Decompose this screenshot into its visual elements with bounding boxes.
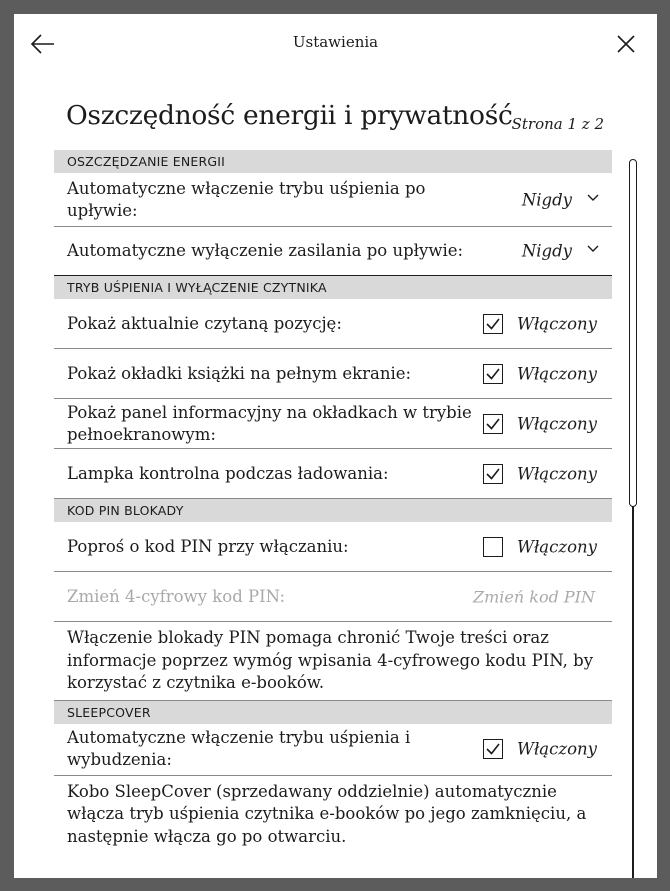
power-off-after-dropdown[interactable] xyxy=(54,227,612,276)
page-title: Oszczędność energii i prywatność xyxy=(66,100,513,131)
setting-row-show-fullscreen-cover[interactable] xyxy=(54,349,612,399)
checkbox-state-label: Włączony xyxy=(517,314,597,333)
checkbox-checked[interactable] xyxy=(483,314,503,334)
close-button[interactable] xyxy=(614,32,638,56)
checkbox-unchecked[interactable] xyxy=(483,537,503,557)
checkmark-icon xyxy=(485,416,501,432)
settings-screen xyxy=(14,14,657,878)
checkbox-checked[interactable] xyxy=(483,739,503,759)
checkmark-icon xyxy=(485,741,501,757)
power-off-after-value: Nigdy xyxy=(521,241,572,261)
checkbox-checked[interactable] xyxy=(483,414,503,434)
sleepcover-description: Kobo SleepCover (sprzedawany oddzielnie) automatycznie włącza tryb uśpienia czytnika e-booków po jego zamknięciu, a następnie włącza go po otwarciu. xyxy=(67,781,587,846)
page-indicator: Strona 1 z 2 xyxy=(511,115,604,133)
section-header-sleep-mode: TRYB UŚPIENIA I WYŁĄCZENIE CZYTNIKA xyxy=(54,276,612,299)
setting-row-change-pin xyxy=(54,572,612,622)
checkbox-state-label: Włączony xyxy=(517,364,597,383)
checkbox-checked[interactable] xyxy=(483,364,503,384)
power-off-after-label: Automatyczne wyłączenie zasilania po upływie: xyxy=(67,241,464,260)
sleep-after-value: Nigdy xyxy=(521,190,572,209)
checkbox-state-label: Włączony xyxy=(517,537,597,556)
setting-row-show-info-panel[interactable] xyxy=(54,399,612,449)
setting-row-charging-light[interactable] xyxy=(54,449,612,499)
sleep-after-label: Automatyczne włączenie trybu uśpienia po upływie: xyxy=(67,178,426,220)
setting-row-sleepcover[interactable] xyxy=(54,724,612,776)
scrollbar-thumb[interactable] xyxy=(629,159,637,507)
top-bar xyxy=(14,14,657,74)
setting-label: Poproś o kod PIN przy włączaniu: xyxy=(67,536,349,556)
checkbox-checked[interactable] xyxy=(483,464,503,484)
header-title: Ustawienia xyxy=(292,33,379,51)
setting-row-show-current-read[interactable] xyxy=(54,299,612,349)
section-header-pin: KOD PIN BLOKADY xyxy=(54,499,612,522)
close-icon xyxy=(614,32,638,56)
checkmark-icon xyxy=(485,466,501,482)
chevron-down-icon xyxy=(587,245,599,253)
chevron-down-icon xyxy=(587,194,599,202)
setting-label: Zmień 4-cyfrowy kod PIN: xyxy=(67,586,286,606)
section-header-sleepcover: SLEEPCOVER xyxy=(54,701,612,724)
section-header-energy: OSZCZĘDZANIE ENERGII xyxy=(54,150,612,173)
setting-label: Lampka kontrolna podczas ładowania: xyxy=(67,463,389,483)
checkbox-state-label: Włączony xyxy=(517,464,597,483)
setting-row-ask-pin[interactable] xyxy=(54,522,612,572)
scrollbar-track[interactable] xyxy=(632,506,634,878)
pin-description: Włączenie blokady PIN pomaga chronić Twoje treści oraz informacje poprzez wymóg wpisania 4-cyfrowego kodu PIN, by korzystać z czytnika e-booków. xyxy=(54,622,612,701)
checkbox-state-label: Włączony xyxy=(517,739,597,759)
setting-label: Pokaż panel informacyjny na okładkach w trybie pełnoekranowym: xyxy=(67,402,472,444)
change-pin-button: Zmień kod PIN xyxy=(472,587,595,606)
checkbox-state-label: Włączony xyxy=(517,414,597,433)
setting-label: Pokaż aktualnie czytaną pozycję: xyxy=(67,313,342,333)
sleep-after-dropdown[interactable] xyxy=(54,173,612,227)
setting-label: Pokaż okładki książki na pełnym ekranie: xyxy=(67,363,412,383)
checkmark-icon xyxy=(485,316,501,332)
checkmark-icon xyxy=(485,366,501,382)
settings-list xyxy=(54,150,612,853)
setting-label: Automatyczne włączenie trybu uśpienia i wybudzenia: xyxy=(67,728,411,769)
